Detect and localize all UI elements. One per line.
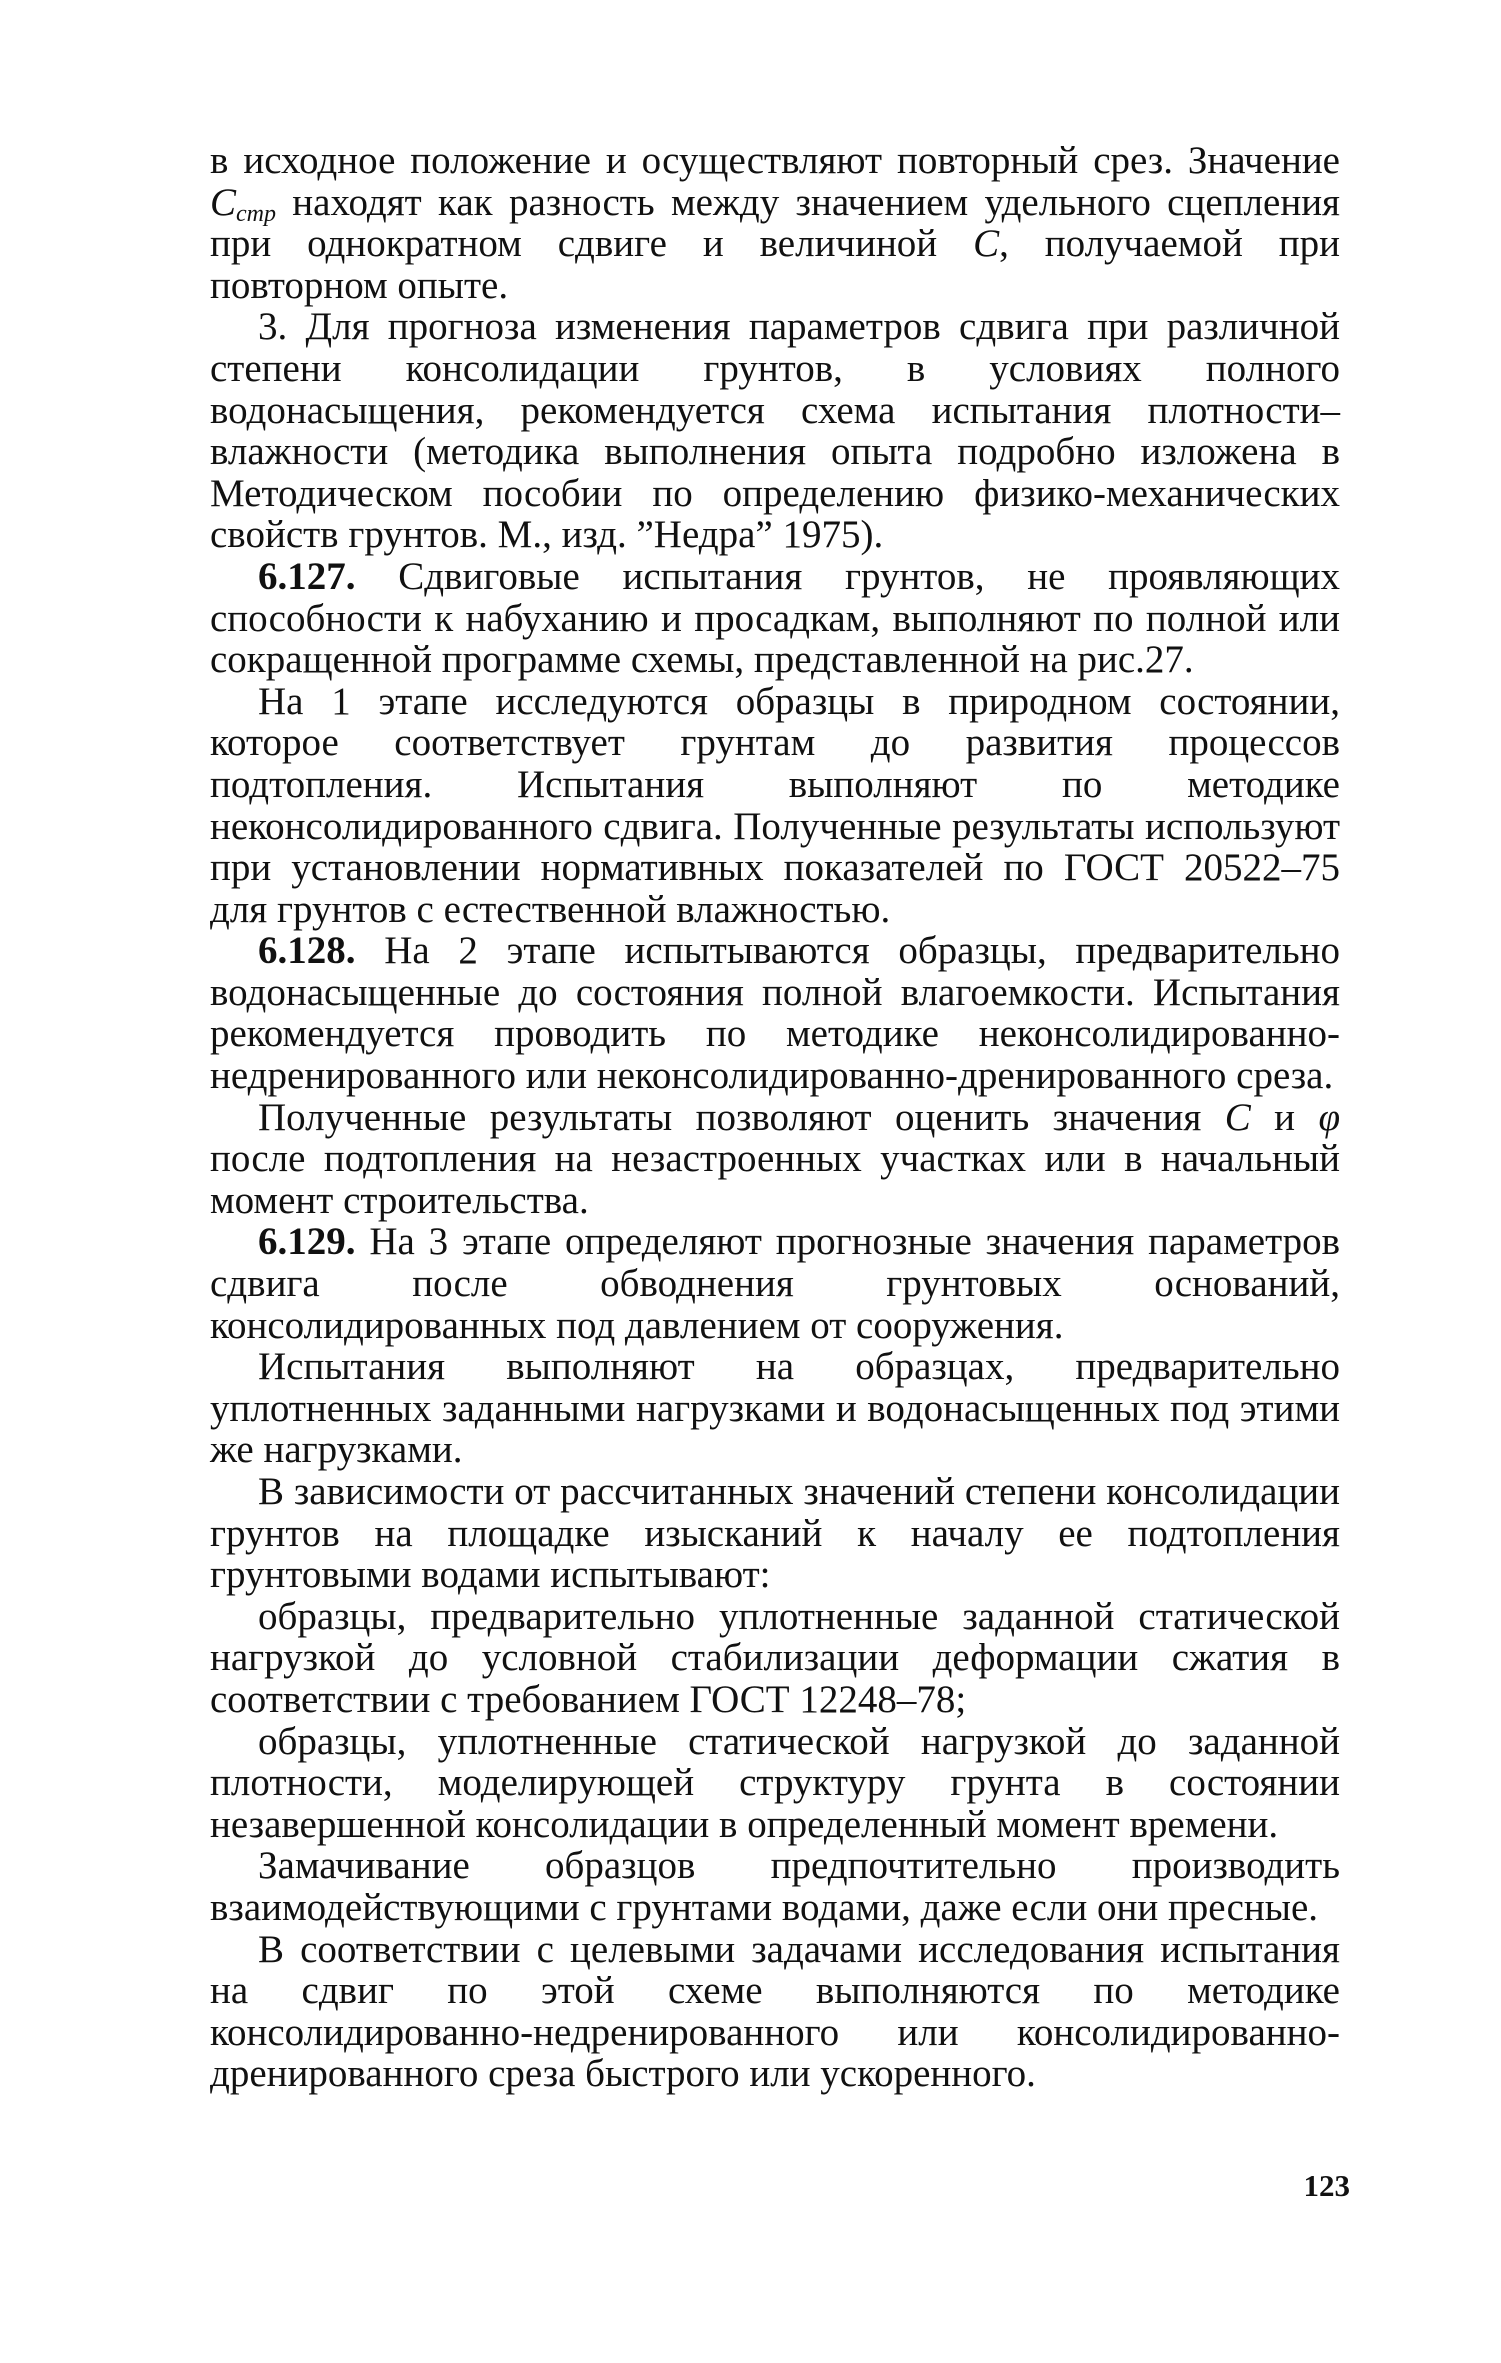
text-segment: В зависимости от рассчитанных значений степени консолидации грунтов на площадке изысканий к началу ее подтопления грунтовыми водами испытывают: <box>210 1470 1340 1597</box>
text-segment: В соответствии с целевыми задачами исследования испытания на сдвиг по этой схеме выполняются по методике консолидированно-недренированного или консолидированно-дренированного среза быстрого или ускоренного. <box>210 1927 1340 2096</box>
text-segment: , получаемой при повторном опыте. <box>210 222 1340 307</box>
paragraph-p7 <box>210 1221 1340 1346</box>
math-symbol: C <box>973 222 1000 266</box>
paragraph-p9 <box>210 1471 1340 1596</box>
text-segment: после подтопления на незастроенных участках или в начальный момент строительства. <box>210 1137 1340 1222</box>
text-segment: 3. Для прогноза изменения параметров сдвига при различной степени консолидации грунтов, в условиях полного водонасыщения, рекомендуется схема испытания плотности–влажности (методика выполнения опыта подробно изложена в Методическом пособии по определению физико-механических свойств грунтов. М., изд. ”Недра” 1975). <box>210 305 1340 557</box>
text-segment: Замачивание образцов предпочтительно производить взаимодействующими с грунтами водами, даже если они пресные. <box>210 1844 1340 1929</box>
section-number: 6.128. <box>258 929 356 973</box>
paragraph-p12 <box>210 1845 1340 1928</box>
paragraph-p13 <box>210 1929 1340 2095</box>
math-subscript: стр <box>236 200 276 227</box>
section-number: 6.129. <box>258 1220 356 1264</box>
section-number: 6.127. <box>258 554 356 598</box>
paragraph-p6 <box>210 1097 1340 1222</box>
math-symbol: φ <box>1318 1095 1341 1139</box>
text-segment: На 3 этапе определяют прогнозные значения параметров сдвига после обводнения грунтовых оснований, консолидированных под давлением от сооружения. <box>210 1220 1340 1347</box>
paragraph-p10 <box>210 1596 1340 1721</box>
text-segment: и <box>1250 1095 1319 1139</box>
text-segment: находят как разность между значением удельного сцепления при однократном сдвиге и величиной <box>210 180 1340 266</box>
text-segment: На 1 этапе исследуются образцы в природном состоянии, которое соответствует грунтам до развития процессов подтопления. Испытания выполняют по методике неконсолидированного сдвига. Полученные результаты используют при установлении нормативных показателей по ГОСТ 20522–75 для грунтов с естественной влажностью. <box>210 679 1340 931</box>
page-number: 123 <box>1303 2168 1350 2203</box>
paragraph-p2 <box>210 306 1340 556</box>
paragraph-p11 <box>210 1721 1340 1846</box>
paragraph-p4 <box>210 681 1340 931</box>
paragraph-p3 <box>210 556 1340 681</box>
text-segment: Полученные результаты позволяют оценить значения <box>258 1095 1225 1139</box>
paragraph-p1 <box>210 140 1340 306</box>
math-symbol: C <box>1224 1095 1251 1139</box>
paragraph-p5 <box>210 930 1340 1096</box>
math-symbol: $C_{стр}$ <box>210 180 276 227</box>
text-segment: Сдвиговые испытания грунтов, не проявляющих способности к набуханию и просадкам, выполняют по полной или сокращенной программе схемы, представленной на рис.27. <box>210 554 1340 682</box>
text-segment: образцы, уплотненные статической нагрузкой до заданной плотности, моделирующей структуру грунта в состоянии незавершенной консолидации в определенный момент времени. <box>210 1719 1340 1846</box>
text-segment: образцы, предварительно уплотненные заданной статической нагрузкой до условной стабилизации деформации сжатия в соответствии с требованием ГОСТ 12248–78; <box>210 1594 1340 1721</box>
text-segment: в исходное положение и осуществляют повторный срез. Значение <box>210 139 1340 182</box>
text-segment: На 2 этапе испытываются образцы, предварительно водонасыщенные до состояния полной влагоемкости. Испытания рекомендуется проводить по методике неконсолидированно-недренированного или неконсолидированно-дренированного среза. <box>210 929 1340 1098</box>
text-segment: Испытания выполняют на образцах, предварительно уплотненных заданными нагрузками и водонасыщенных под этими же нагрузками. <box>210 1345 1340 1472</box>
document-body <box>210 140 1340 2095</box>
paragraph-p8 <box>210 1346 1340 1471</box>
